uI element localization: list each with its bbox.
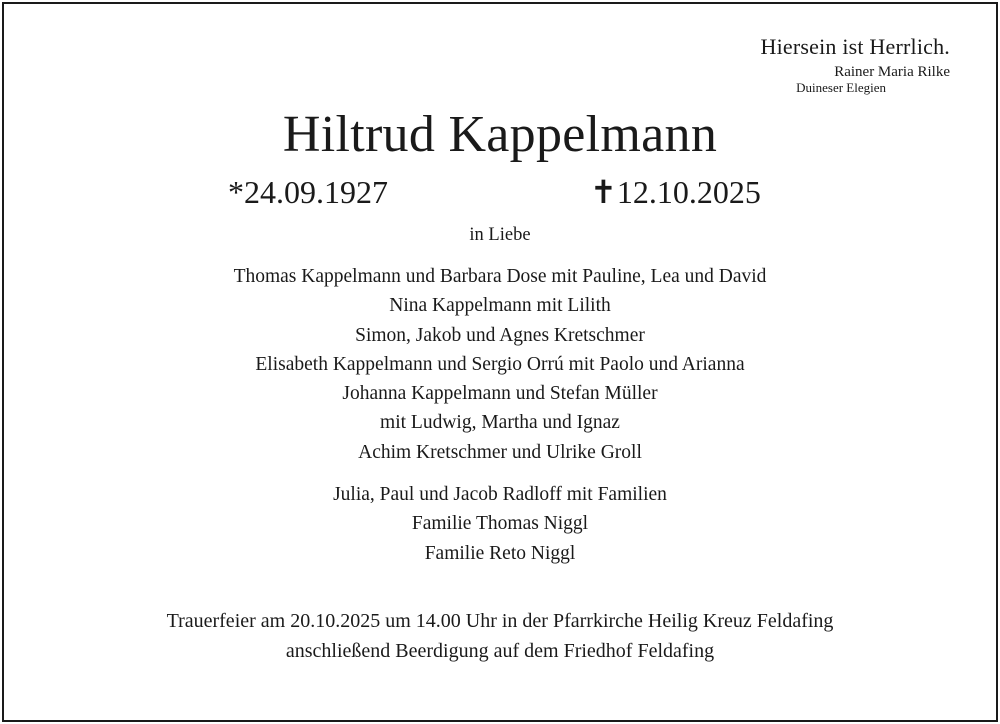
mourners-family [0, 262, 1000, 467]
in-love-text: in Liebe [469, 225, 531, 245]
mourner-line: Johanna Kappelmann und Stefan Müller [342, 383, 658, 405]
mourner-line: Nina Kappelmann mit Lilith [389, 295, 611, 317]
funeral-service-line: Trauerfeier am 20.10.2025 um 14.00 Uhr in der Pfarrkirche Heilig Kreuz Feldafing [166, 610, 834, 632]
funeral-details [0, 606, 1000, 666]
mourner-line: Simon, Jakob und Agnes Kretschmer [355, 324, 645, 346]
mourner-line: Thomas Kappelmann und Barbara Dose mit Pauline, Lea und David [233, 266, 767, 287]
mourner-line: mit Ludwig, Martha und Ignaz [380, 412, 620, 434]
mourners-relatives [0, 480, 1000, 568]
relative-line: Familie Thomas Niggl [411, 513, 589, 535]
relative-line: Familie Reto Niggl [424, 542, 576, 564]
epigraph [620, 34, 950, 95]
epigraph-quote: Hiersein ist Herrlich. [760, 34, 950, 59]
burial-line: anschließend Beerdigung auf dem Friedhof Feldafing [285, 640, 715, 662]
mourner-line: Elisabeth Kappelmann und Sergio Orrú mit Paolo und Arianna [255, 353, 745, 375]
relative-line: Julia, Paul und Jacob Radloff mit Familien [333, 484, 667, 505]
mourner-line: Achim Kretschmer und Ulrike Groll [358, 441, 642, 463]
birth-date: *24.09.1927 [228, 174, 388, 210]
deceased-name: Hiltrud Kappelmann [282, 106, 718, 163]
epigraph-author: Rainer Maria Rilke [834, 64, 950, 80]
death-date: ✝12.10.2025 [590, 174, 761, 210]
epigraph-source: Duineser Elegien [796, 80, 886, 95]
